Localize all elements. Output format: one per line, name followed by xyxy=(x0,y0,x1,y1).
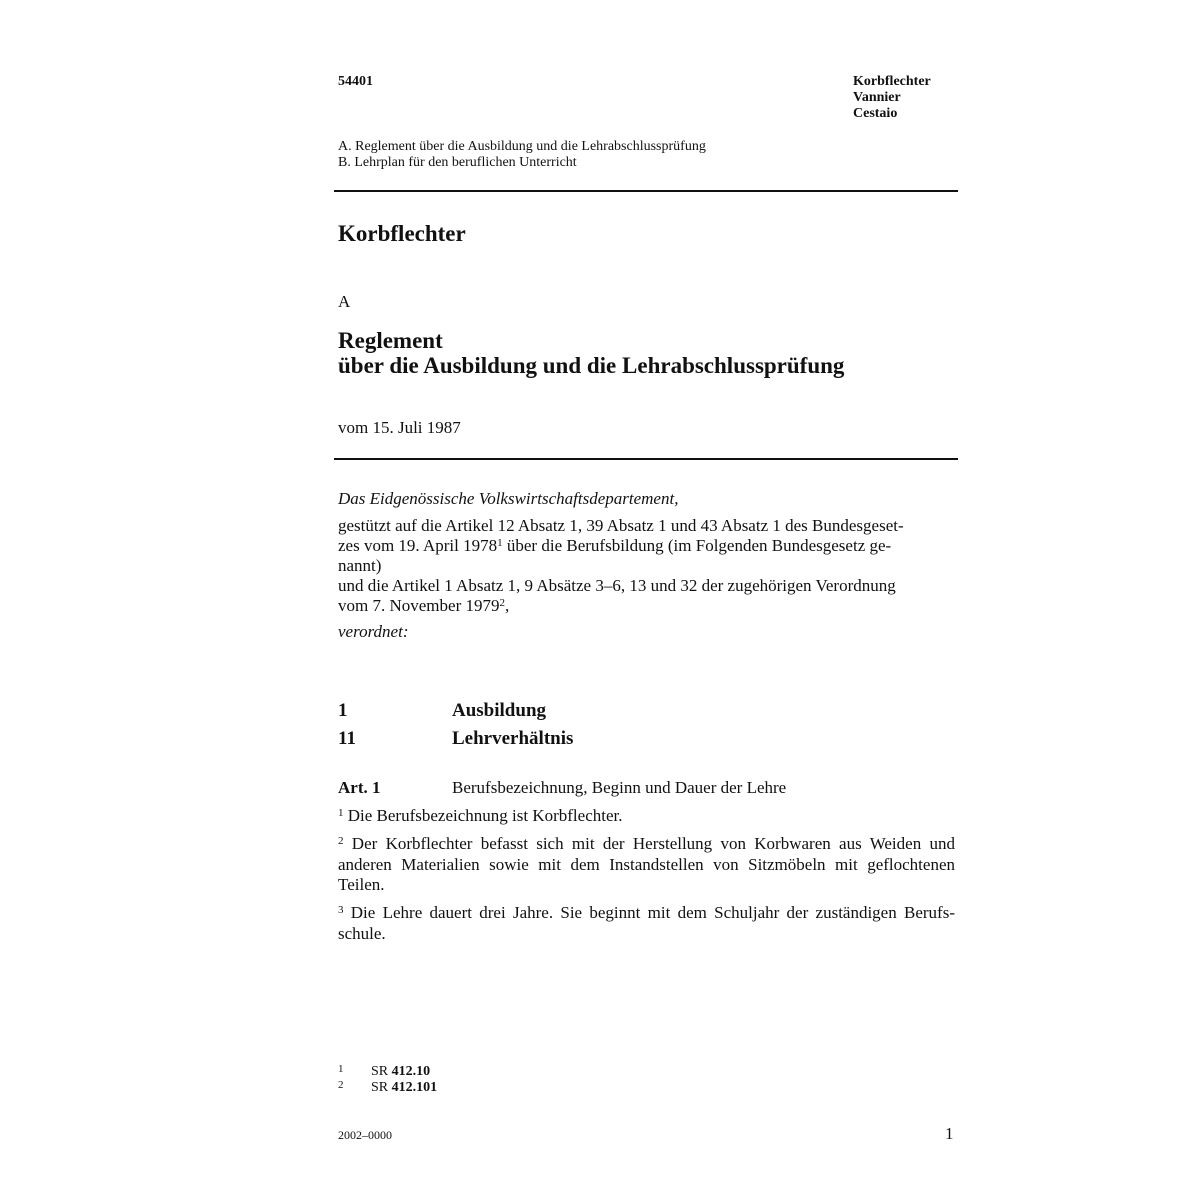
profession-name-fr: Vannier xyxy=(853,90,901,105)
preamble-basis-2 xyxy=(338,576,956,616)
profession-name-de: Korbflechter xyxy=(853,74,931,89)
regulation-title-line: über die Ausbildung und die Lehrabschlussprüfung xyxy=(338,353,845,378)
regulation-title-line: Reglement xyxy=(338,328,443,353)
divider xyxy=(334,190,958,192)
footnote-text xyxy=(371,1064,430,1080)
preamble-text: , xyxy=(504,596,510,615)
regulation-title xyxy=(338,328,844,378)
preamble-text: zes vom 19. April 1978 xyxy=(338,536,498,555)
part-letter: A xyxy=(338,292,351,311)
subsection-number: 11 xyxy=(338,728,356,749)
paragraph-text: Die Lehre dauert drei Jahre. Sie beginnt mit dem Schuljahr der zuständigen Berufs-schule. xyxy=(338,903,955,943)
document-title: Korbflechter xyxy=(338,221,466,246)
preamble-basis-1 xyxy=(338,516,956,576)
footnote-number: 2 xyxy=(338,1079,344,1091)
document-number: 54401 xyxy=(338,74,373,89)
article-paragraph xyxy=(338,806,955,827)
preamble-line: und die Artikel 1 Absatz 1, 9 Absätze 3–6, 13 und 32 der zugehörigen Verordnung xyxy=(338,576,896,595)
footnote-ref[interactable]: 2 xyxy=(499,597,505,609)
article-paragraph xyxy=(338,903,955,944)
paragraph-number: 2 xyxy=(338,835,344,847)
footnote-prefix: SR xyxy=(371,1080,392,1095)
preamble-text: über die Berufsbildung (im Folgenden Bundesgesetz ge- xyxy=(502,536,892,555)
preamble-line: gestützt auf die Artikel 12 Absatz 1, 39 Absatz 1 und 43 Absatz 1 des Bundesgeset- xyxy=(338,516,904,535)
footnote-reference[interactable]: 412.101 xyxy=(391,1080,438,1095)
preamble-line xyxy=(338,536,956,556)
preamble-authority: Das Eidgenössische Volkswirtschaftsdepartement, xyxy=(338,489,679,508)
subsection-title: Lehrverhältnis xyxy=(452,728,574,749)
footnote-ref[interactable]: 1 xyxy=(497,537,503,549)
preamble-line xyxy=(338,596,956,616)
footnote-number: 1 xyxy=(338,1063,344,1075)
profession-name-it: Cestaio xyxy=(853,106,898,121)
preamble-decree: verordnet: xyxy=(338,622,409,641)
contents-item: B. Lehrplan für den beruflichen Unterricht xyxy=(338,155,577,170)
article-paragraph xyxy=(338,834,955,896)
paragraph-text: Die Berufsbezeichnung ist Korbflechter. xyxy=(343,806,623,825)
footnote-text xyxy=(371,1080,437,1096)
contents-item: A. Reglement über die Ausbildung und die Lehrabschlussprüfung xyxy=(338,139,706,154)
footnote-prefix: SR xyxy=(371,1064,392,1079)
preamble-text: vom 7. November 1979 xyxy=(338,596,500,615)
article-label: Art. 1 xyxy=(338,778,381,797)
paragraph-number: 3 xyxy=(338,904,344,916)
paragraph-text: Der Korbflechter befasst sich mit der Herstellung von Korbwaren aus Weiden und anderen Materialien sowie mit dem Instandstellen von Sitzmöbeln mit geflochtenen Teilen. xyxy=(338,834,955,894)
footnote-reference[interactable]: 412.10 xyxy=(391,1064,431,1079)
article-title: Berufsbezeichnung, Beginn und Dauer der Lehre xyxy=(452,778,787,797)
profession-names xyxy=(853,74,931,122)
section-number: 1 xyxy=(338,700,348,721)
section-title: Ausbildung xyxy=(452,700,547,721)
regulation-date: vom 15. Juli 1987 xyxy=(338,418,461,437)
paragraph-number: 1 xyxy=(338,807,344,819)
footer-code: 2002–0000 xyxy=(338,1128,392,1142)
page-number: 1 xyxy=(945,1124,954,1143)
preamble-line: nannt) xyxy=(338,556,382,575)
divider xyxy=(334,458,958,460)
contents-list xyxy=(338,139,706,171)
